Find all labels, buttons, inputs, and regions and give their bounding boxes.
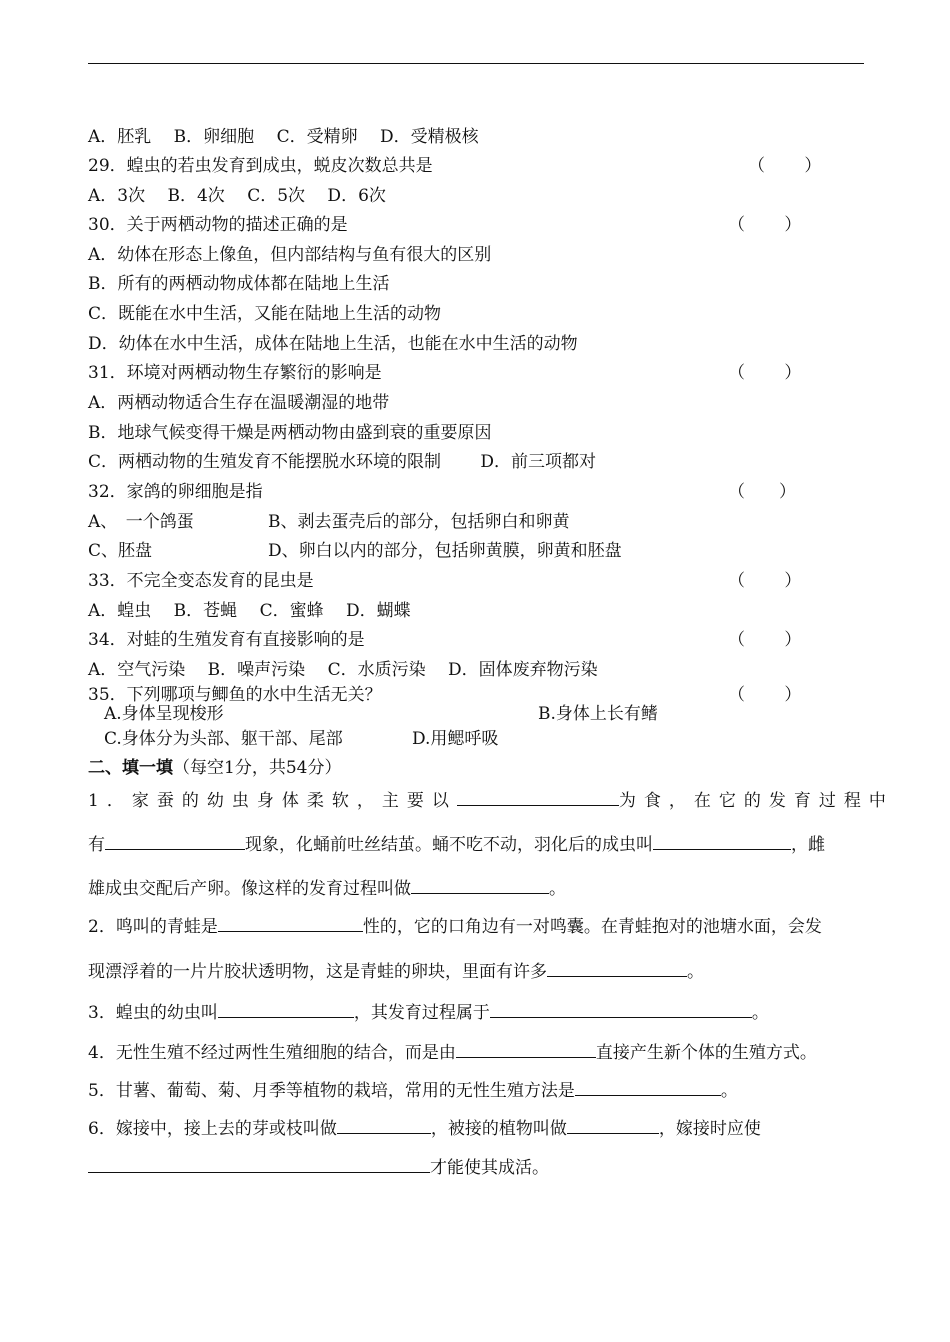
fill6-text-2: ，被接的植物叫做 <box>430 1119 567 1139</box>
fill5-blank-method[interactable] <box>575 1079 721 1096</box>
fill6-text-4: 才能使其成活。 <box>430 1158 549 1178</box>
fill5-text-2: 。 <box>720 1081 738 1101</box>
fill5-line <box>88 1079 738 1102</box>
fill3-text-1: 3．蝗虫的幼虫叫 <box>88 1003 218 1023</box>
fill6-blank-scion[interactable] <box>337 1117 431 1134</box>
section-2-heading <box>88 757 341 779</box>
fill1-text-1: 1．家蚕的幼虫身体柔软，主要以 <box>88 791 457 811</box>
fill1-text-6: 雄成虫交配后产卵。像这样的发育过程叫做 <box>88 879 411 899</box>
q35-stem: 35．下列哪项与鲫鱼的水中生活无关？ <box>88 685 382 705</box>
fill6-text-3: ，嫁接时应使 <box>658 1119 761 1139</box>
q35-option-a: A.身体呈现梭形 <box>104 704 224 724</box>
fill1-line3 <box>88 877 566 900</box>
fill4-blank-parent[interactable] <box>456 1041 596 1058</box>
q31-stem: 31．环境对两栖动物生存繁衍的影响是 <box>88 363 382 383</box>
q35-option-d: D.用鳃呼吸 <box>412 729 499 749</box>
fill4-text-1: 4．无性生殖不经过两性生殖细胞的结合，而是由 <box>88 1043 456 1063</box>
fill2-line1 <box>88 915 822 938</box>
q29-stem: 29．蝗虫的若虫发育到成虫，蜕皮次数总共是 <box>88 156 433 176</box>
fill2-blank-eggs[interactable] <box>547 960 687 977</box>
q32-option-b: B、剥去蛋壳后的部分，包括卵白和卵黄 <box>268 512 570 532</box>
fill4-line <box>88 1041 817 1064</box>
fill1-text-3: 有 <box>88 835 105 855</box>
q32-option-c: C、胚盘 <box>88 541 153 561</box>
q34-options: A．空气污染 B．噪声污染 C．水质污染 D．固体废弃物污染 <box>88 660 598 680</box>
fill3-text-2: ，其发育过程属于 <box>353 1003 490 1023</box>
q32-option-d: D、卵白以内的部分，包括卵黄膜，卵黄和胚盘 <box>268 541 622 561</box>
fill6-blank-stock[interactable] <box>567 1117 659 1134</box>
fill6-line2 <box>88 1156 549 1179</box>
q32-answer-paren[interactable]: （ ） <box>728 482 796 502</box>
q28-options: A．胚乳 B．卵细胞 C．受精卵 D．受精极核 <box>88 127 479 147</box>
fill3-blank-development-type[interactable] <box>490 1001 752 1018</box>
q34-stem: 34．对蛙的生殖发育有直接影响的是 <box>88 630 365 650</box>
q34-answer-paren[interactable]: （ ） <box>728 630 802 650</box>
q30-option-b: B．所有的两栖动物成体都在陆地上生活 <box>88 274 390 294</box>
q29-answer-paren[interactable]: （ ） <box>748 156 822 176</box>
fill1-text-2: 为食，在它的发育过程中 <box>618 791 894 811</box>
fill1-text-5: ，雌 <box>791 835 825 855</box>
q30-option-d: D．幼体在水中生活，成体在陆地上生活，也能在水中生活的动物 <box>88 334 578 354</box>
section-2-note: （每空1分，共54分） <box>173 758 342 778</box>
q31-answer-paren[interactable]: （ ） <box>728 363 802 383</box>
section-2-title: 二、填一填 <box>88 758 173 778</box>
fill4-text-2: 直接产生新个体的生殖方式。 <box>595 1043 817 1063</box>
fill1-text-7: 。 <box>549 879 566 899</box>
q29-options: A．3次 B．4次 C．5次 D．6次 <box>88 186 386 206</box>
fill1-blank-adult[interactable] <box>653 833 791 850</box>
fill1-line2 <box>88 833 825 856</box>
fill2-text-3: 现漂浮着的一片片胶状透明物，这是青蛙的卵块，里面有许多 <box>88 962 547 982</box>
fill2-text-1: 2．鸣叫的青蛙是 <box>88 917 218 937</box>
q31-option-a: A．两栖动物适合生存在温暖潮湿的地带 <box>88 393 390 413</box>
q30-option-c: C．既能在水中生活，又能在陆地上生活的动物 <box>88 304 442 324</box>
fill5-text-1: 5．甘薯、葡萄、菊、月季等植物的栽培，常用的无性生殖方法是 <box>88 1081 575 1101</box>
fill1-blank-molting[interactable] <box>105 833 245 850</box>
fill3-blank-nymph[interactable] <box>218 1001 354 1018</box>
fill3-text-3: 。 <box>751 1003 769 1023</box>
q31-option-b: B．地球气候变得干燥是两栖动物由盛到衰的重要原因 <box>88 423 492 443</box>
q33-answer-paren[interactable]: （ ） <box>728 571 802 591</box>
fill2-text-4: 。 <box>687 962 704 982</box>
q30-answer-paren[interactable]: （ ） <box>728 215 802 235</box>
q31-option-c-d: C．两栖动物的生殖发育不能摆脱水环境的限制 D．前三项都对 <box>88 452 597 472</box>
q35-option-b: B.身体上长有鳍 <box>538 704 658 724</box>
q32-stem: 32．家鸽的卵细胞是指 <box>88 482 263 502</box>
fill6-text-1: 6．嫁接中，接上去的芽或枝叫做 <box>88 1119 337 1139</box>
q32-option-a: A、 一个鸽蛋 <box>88 512 194 532</box>
fill2-text-2: 性的，它的口角边有一对鸣囊。在青蛙抱对的池塘水面，会发 <box>362 917 822 937</box>
q30-option-a: A．幼体在形态上像鱼，但内部结构与鱼有很大的区别 <box>88 245 492 265</box>
q33-stem: 33．不完全变态发育的昆虫是 <box>88 571 314 591</box>
fill6-blank-condition[interactable] <box>88 1156 430 1173</box>
fill3-line <box>88 1001 769 1024</box>
fill1-blank-development[interactable] <box>411 877 549 894</box>
fill2-blank-sex[interactable] <box>218 915 363 932</box>
fill1-blank-food[interactable] <box>457 789 619 806</box>
fill1-text-4: 现象，化蛹前吐丝结茧。蛹不吃不动，羽化后的成虫叫 <box>245 835 653 855</box>
fill6-line1 <box>88 1117 761 1140</box>
header-rule <box>88 63 864 64</box>
q35-answer-paren[interactable]: （ ） <box>728 685 802 705</box>
q33-options: A．蝗虫 B．苍蝇 C．蜜蜂 D．蝴蝶 <box>88 601 411 621</box>
q35-option-c: C.身体分为头部、躯干部、尾部 <box>104 729 343 749</box>
fill1-line1 <box>88 789 894 812</box>
q30-stem: 30．关于两栖动物的描述正确的是 <box>88 215 348 235</box>
fill2-line2 <box>88 960 704 983</box>
